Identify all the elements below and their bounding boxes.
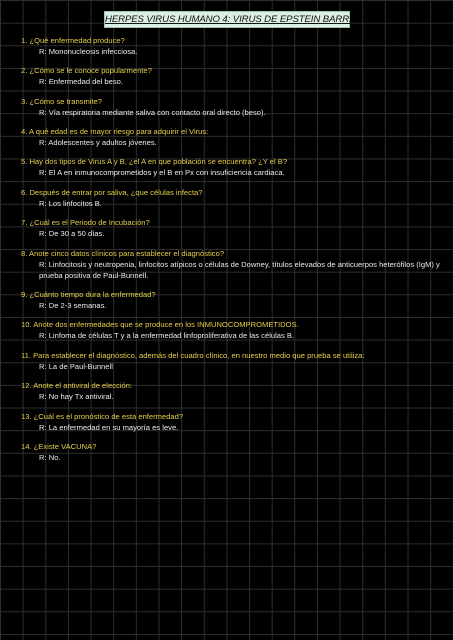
question-text: 6. Después de entrar por saliva, ¿que células infecta?: [21, 188, 203, 197]
document-title: HERPES VIRUS HUMANO 4: VIRUS DE EPSTEIN BARR.: [104, 11, 350, 28]
answer-text: R: Linfoma de células T y a la enfermedad linfoproliferativa de las células B.: [39, 331, 295, 340]
question-text: 5. Hay dos tipos de Virus A y B, ¿el A en que población se encuentra? ¿Y el B?: [21, 157, 288, 166]
question-8: [21, 249, 441, 281]
question-text: 2. ¿Cómo se le conoce popularmente?: [21, 66, 152, 75]
question-4: [21, 127, 441, 149]
answer-text: R: De 30 a 50 días.: [39, 229, 105, 238]
answer-text: R: La enfermedad en su mayoría es leve.: [39, 423, 179, 432]
question-6: [21, 188, 441, 210]
question-14: [21, 442, 441, 464]
question-12: [21, 381, 441, 403]
question-text: 14. ¿Existe VACUNA?: [21, 442, 97, 451]
question-text: 3. ¿Cómo se transmite?: [21, 97, 103, 106]
answer-text: R: Mononucleosis infecciosa.: [39, 47, 138, 56]
question-5: [21, 157, 441, 179]
answer-text: R: Linfocitosis y neutropenia, linfocitos atípicos o células de Downey, títulos elevados de anticuerpos heterófilos (IgM) y prueba positiva de Paul-Bunnell.: [39, 260, 440, 280]
answer-text: R: Adolescentes y adultos jóvenes.: [39, 138, 157, 147]
answer-text: R: De 2-3 semanas.: [39, 301, 107, 310]
question-text: 8. Anote cinco datos clínicos para establecer el diagnóstico?: [21, 249, 225, 258]
question-11: [21, 351, 441, 373]
question-text: 1. ¿Qué enfermedad produce?: [21, 36, 125, 45]
answer-text: R: No hay Tx antiviral.: [39, 392, 114, 401]
question-text: 11. Para establecer el diagnóstico, además del cuadro clínico, en nuestro medio que prueba se utiliza:: [21, 351, 365, 360]
question-text: 4. A qué edad es de mayor riesgo para adquirir el Virus:: [21, 127, 209, 136]
question-9: [21, 290, 441, 312]
question-2: [21, 66, 441, 88]
question-7: [21, 218, 441, 240]
answer-text: R: El A en inmunocomprometidos y el B en Px con insuficiencia cardiaca.: [39, 168, 285, 177]
answer-text: R: Enfermedad del beso.: [39, 77, 124, 86]
answer-text: R: Los linfocitos B.: [39, 199, 102, 208]
question-text: 9. ¿Cuánto tiempo dura la enfermedad?: [21, 290, 156, 299]
answer-text: R: Vía respiratoria mediante saliva con contacto oral directo (beso).: [39, 108, 266, 117]
question-text: 13. ¿Cuál es el pronóstico de esta enfermedad?: [21, 412, 184, 421]
question-3: [21, 97, 441, 119]
answer-text: R: No.: [39, 453, 61, 462]
question-text: 12. Anote el antiviral de elección:: [21, 381, 133, 390]
question-text: 7. ¿Cuál es el Periodo de Incubación?: [21, 218, 150, 227]
answer-text: R: La de Paul-Bunnell: [39, 362, 113, 371]
question-10: [21, 320, 441, 342]
question-1: [21, 36, 441, 58]
question-13: [21, 412, 441, 434]
question-text: 10. Anote dos enfermedades que se produce en los INMUNOCOMPROMETIDOS.: [21, 320, 299, 329]
